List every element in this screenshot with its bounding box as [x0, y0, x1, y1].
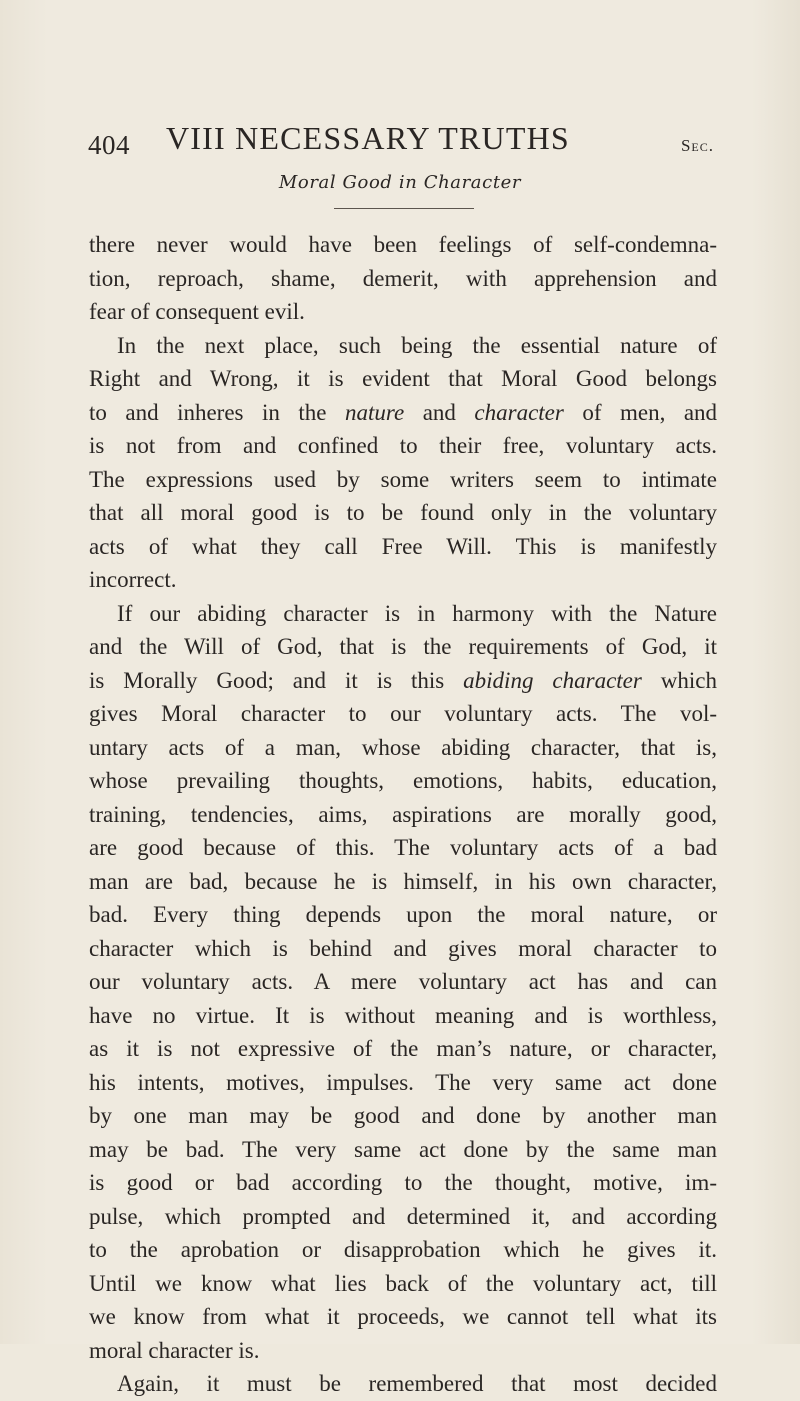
text-line: gives Moral character to our voluntary acts. The vol-: [89, 701, 717, 726]
text-line: we know from what it proceeds, we cannot tell what its: [89, 1304, 717, 1329]
text-line: our voluntary acts. A mere voluntary act has and can: [89, 969, 717, 994]
text-line: [89, 664, 717, 698]
text-line: there never would have been feelings of self-condemna-: [89, 232, 717, 257]
text-line: have no virtue. It is without meaning and is worthless,: [89, 1002, 717, 1028]
italic-run: character: [474, 399, 564, 425]
page-number: 404: [88, 130, 130, 160]
text-line: pulse, which prompted and determined it, and according: [89, 1203, 717, 1229]
section-label: Sec.: [680, 136, 714, 155]
text-line: The expressions used by some writers seem to intimate: [89, 466, 717, 492]
text-run: of men, and: [582, 399, 718, 425]
text-line: Right and Wrong, it is evident that Moral Good belongs: [89, 366, 717, 391]
text-line: is good or bad according to the thought, motive, im-: [89, 1170, 717, 1195]
text-line: his intents, motives, impulses. The very same act done: [89, 1069, 717, 1095]
text-line: that all moral good is to be found only in the voluntary: [89, 500, 717, 525]
text-line: [89, 597, 717, 631]
text-line: character which is behind and gives moral character to: [89, 935, 717, 961]
subheading: Moral Good in Character: [278, 172, 522, 193]
running-title: VIII NECESSARY TRUTHS: [166, 120, 570, 156]
text-line: acts of what they call Free Will. This is manifestly: [89, 533, 717, 559]
text-run: and: [422, 399, 456, 425]
text-line: and the Will of God, that is the requirements of God, it: [89, 634, 717, 659]
text-line: tion, reproach, shame, demerit, with apprehension and: [89, 265, 717, 291]
body-text: [89, 228, 717, 1401]
text-line: Until we know what lies back of the voluntary act, till: [89, 1270, 717, 1296]
text-run: which: [660, 667, 717, 693]
text-line: is not from and confined to their free, voluntary acts.: [89, 433, 717, 458]
text-line: incorrect.: [89, 567, 177, 592]
text-line: by one man may be good and done by another man: [89, 1103, 717, 1128]
divider-rule: [334, 208, 474, 209]
text-line: untary acts of a man, whose abiding character, that is,: [89, 734, 717, 760]
text-line: man are bad, because he is himself, in his own character,: [89, 868, 717, 894]
paragraph-start: Again, it must be remembered that most decided: [117, 1371, 717, 1396]
text-line: moral character is.: [89, 1337, 260, 1363]
text-line: training, tendencies, aims, aspirations are morally good,: [89, 801, 717, 827]
text-line: fear of consequent evil.: [89, 299, 305, 324]
text-line: to the aprobation or disapprobation which he gives it.: [89, 1237, 717, 1262]
text-line: bad. Every thing depends upon the moral nature, or: [89, 902, 717, 927]
text-line: whose prevailing thoughts, emotions, habits, education,: [89, 768, 717, 793]
italic-run: nature: [344, 399, 405, 425]
text-run: to and inheres in the: [89, 399, 327, 425]
text-line: [89, 329, 717, 363]
paragraph-start: If our abiding character is in harmony with the Nature: [117, 600, 717, 626]
page-header: [88, 112, 716, 160]
text-line: [89, 396, 717, 430]
text-line: [89, 1367, 717, 1401]
text-line: may be bad. The very same act done by the same man: [89, 1136, 717, 1162]
paragraph-start: In the next place, such being the essential nature of: [117, 332, 717, 358]
text-line: are good because of this. The voluntary acts of a bad: [89, 835, 717, 860]
text-line: as it is not expressive of the man’s nature, or character,: [89, 1036, 717, 1061]
italic-run: abiding character: [463, 667, 642, 693]
text-run: is Morally Good; and it is this: [89, 667, 445, 693]
